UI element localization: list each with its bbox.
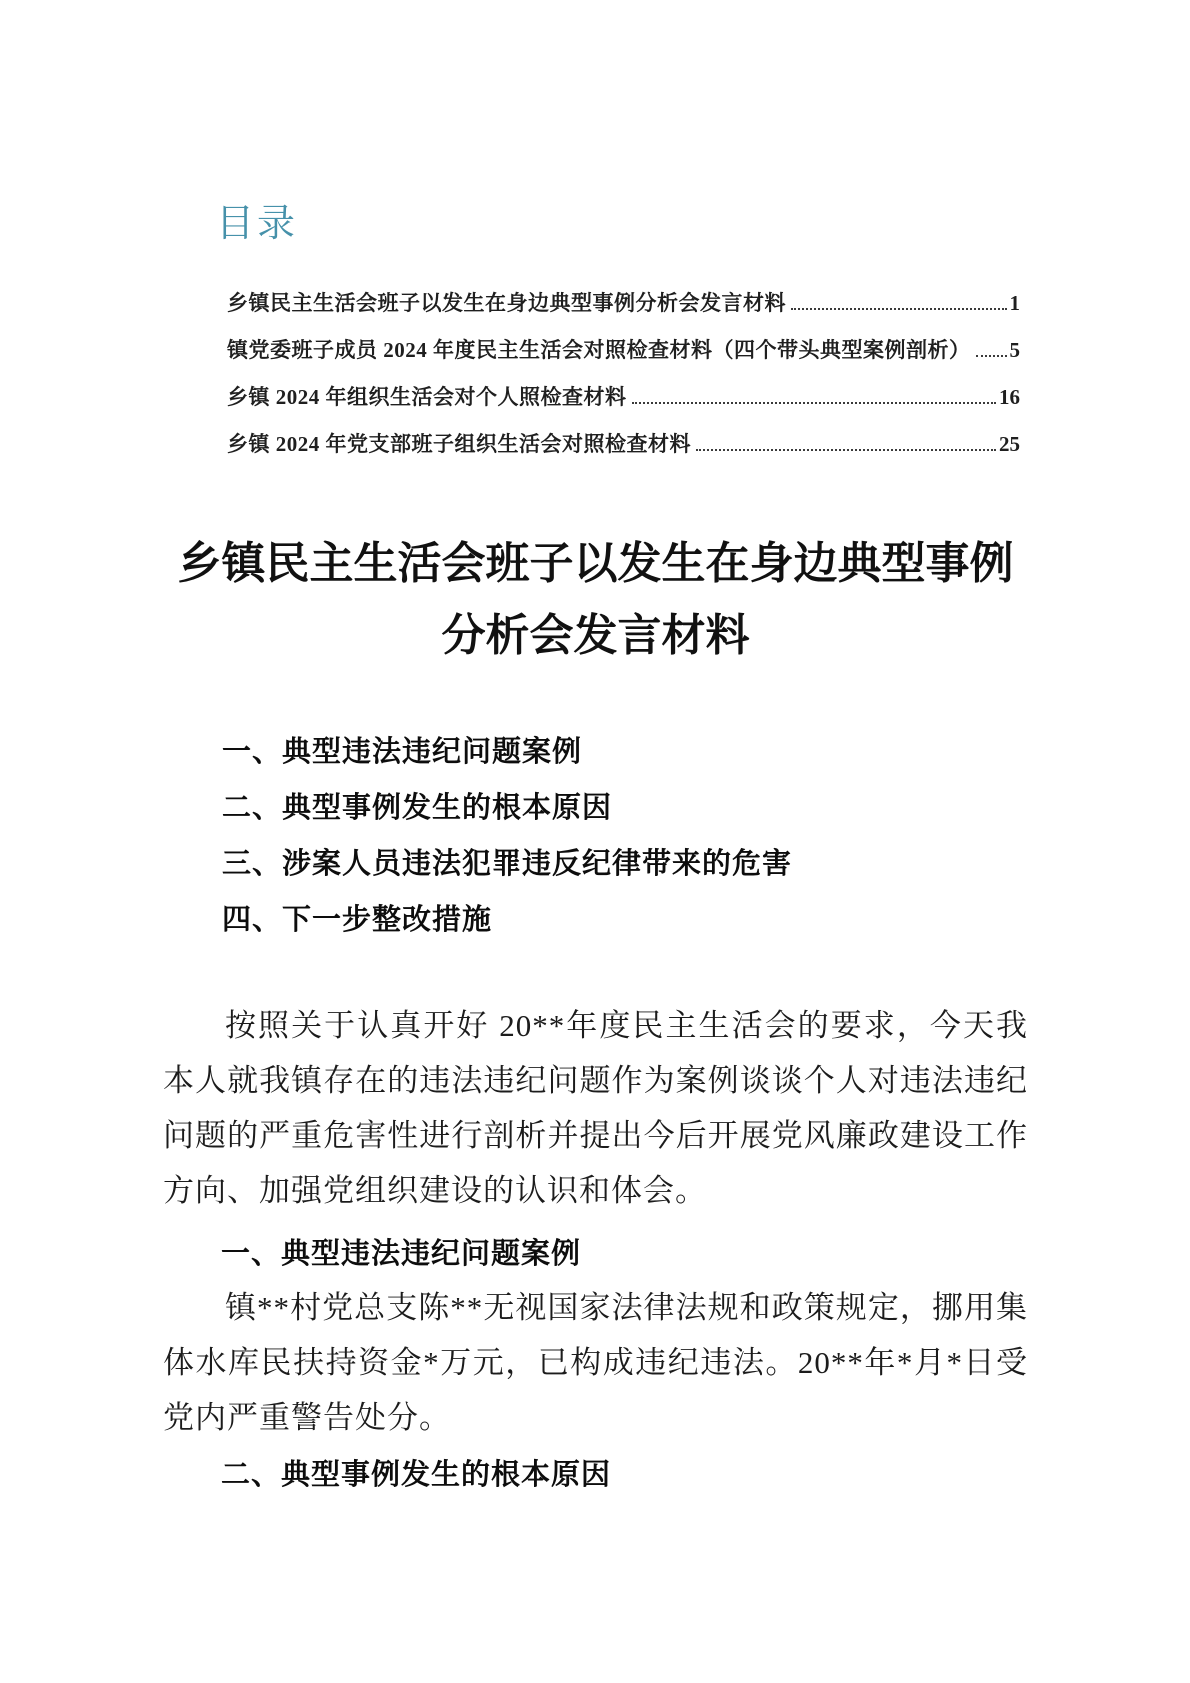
toc-entry[interactable] [227, 364, 1020, 411]
document-title: 乡镇民主生活会班子以发生在身边典型事例分析会发言材料 [177, 539, 1014, 660]
toc-entry[interactable] [227, 270, 1020, 317]
outline-item-3: 三、涉案人员违法犯罪违反纪律带来的危害 [222, 848, 793, 880]
toc-page-number: 1 [1009, 291, 1020, 315]
toc-page-number: 5 [1009, 338, 1020, 362]
toc-entry-label: 镇党委班子成员 2024 年度民主生活会对照检查材料（四个带头典型案例剖析） [227, 338, 971, 362]
toc-entry-label: 乡镇 2024 年组织生活会对个人照检查材料 [227, 385, 627, 409]
section-heading-1: 一、典型违法违纪问题案例 [221, 1238, 582, 1270]
outline-item-1: 一、典型违法违纪问题案例 [222, 736, 583, 768]
toc-page-number: 25 [999, 432, 1020, 456]
toc-entry[interactable] [227, 411, 1020, 458]
toc-dot-leader [976, 355, 1007, 357]
toc-dot-leader [791, 308, 1007, 310]
outline-item-2: 二、典型事例发生的根本原因 [222, 792, 613, 824]
body-paragraph-intro: 按照关于认真开好 20**年度民主生活会的要求，今天我本人就我镇存在的违法违纪问题作为案例谈谈个人对违法违纪问题的严重危害性进行剖析并提出今后开展党风廉政建设工作方向、加强党组织建设的认识和体会。 [163, 1008, 1028, 1208]
document-body [163, 998, 1028, 1501]
toc-entry[interactable] [227, 317, 1020, 364]
toc-entry-label: 乡镇民主生活会班子以发生在身边典型事例分析会发言材料 [227, 291, 786, 315]
table-of-contents [227, 270, 1020, 458]
toc-dot-leader [632, 402, 997, 404]
toc-heading: 目录 [216, 203, 299, 245]
toc-dot-leader [696, 449, 996, 451]
outline-item-4: 四、下一步整改措施 [222, 904, 493, 936]
outline-list [222, 724, 1070, 948]
section-heading-2: 二、典型事例发生的根本原因 [221, 1459, 612, 1491]
toc-page-number: 16 [999, 385, 1020, 409]
toc-entry-label: 乡镇 2024 年党支部班子组织生活会对照检查材料 [227, 432, 691, 456]
body-paragraph-case: 镇**村党总支陈**无视国家法律法规和政策规定，挪用集体水库民扶持资金*万元，已构成违纪违法。20**年*月*日受党内严重警告处分。 [163, 1290, 1028, 1435]
